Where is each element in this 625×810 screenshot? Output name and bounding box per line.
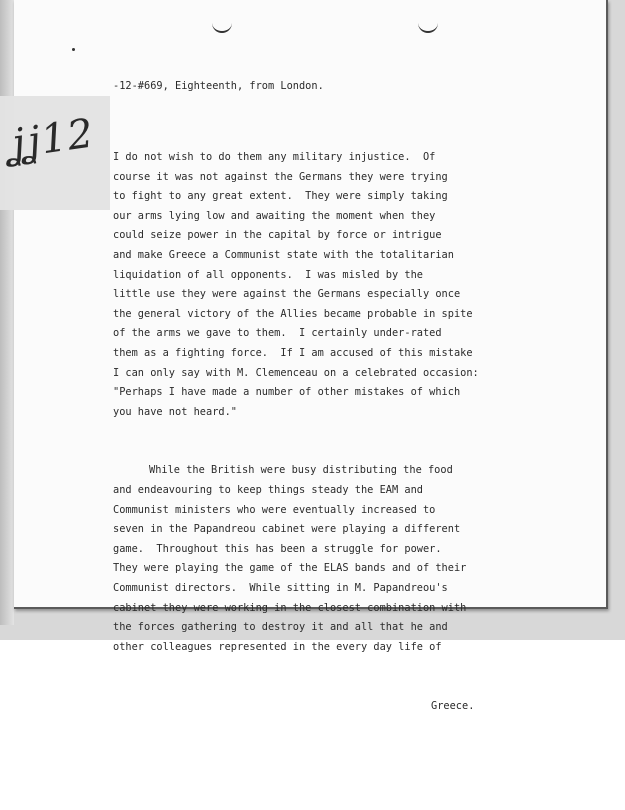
handwritten-label: ʝʝ12 <box>7 110 97 168</box>
page-left-edge <box>0 0 14 625</box>
text-line: Communist directors. While sitting in M. Papandreou's <box>113 582 448 595</box>
closing-word: Greece. <box>431 699 475 712</box>
text-line: While the British were busy distributing the food <box>149 464 453 477</box>
text-line: you have not heard." <box>113 405 237 418</box>
handwritten-sticky-note <box>0 96 110 210</box>
text-line: the forces gathering to destroy it and all that he and <box>113 621 448 634</box>
text-line: of the arms we gave to them. I certainly under-rated <box>113 327 442 340</box>
text-line: our arms lying low and awaiting the moment when they <box>113 209 436 222</box>
text-line: could seize power in the capital by force or intrigue <box>113 229 442 242</box>
text-line: them as a fighting force. If I am accused of this mistake <box>113 346 473 359</box>
text-line: to fight to any great extent. They were simply taking <box>113 190 448 203</box>
document-text <box>113 38 593 736</box>
text-line: game. Throughout this has been a struggle for power. <box>113 542 442 555</box>
ink-dot <box>72 48 75 51</box>
paragraph-two <box>113 461 593 657</box>
punch-hole-mark <box>212 20 232 33</box>
text-line: little use they were against the Germans especially once <box>113 288 461 301</box>
text-line: other colleagues represented in the every day life of <box>113 640 442 653</box>
text-line: They were playing the game of the ELAS bands and of their <box>113 562 467 575</box>
text-line: seven in the Papandreou cabinet were playing a different <box>113 523 461 536</box>
text-line: liquidation of all opponents. I was misled by the <box>113 268 423 281</box>
text-line: I do not wish to do them any military injustice. Of <box>113 150 436 163</box>
text-line: and make Greece a Communist state with the totalitarian <box>113 248 454 261</box>
text-line: I can only say with M. Clemenceau on a celebrated occasion: <box>113 366 479 379</box>
punch-hole-mark <box>418 20 438 33</box>
text-line: course it was not against the Germans they were trying <box>113 170 448 183</box>
paragraph-one <box>113 148 593 422</box>
text-line: and endeavouring to keep things steady the EAM and <box>113 484 423 497</box>
page-header: -12-#669, Eighteenth, from London. <box>113 80 324 93</box>
text-line: Communist ministers who were eventually increased to <box>113 503 436 516</box>
text-line: cabinet they were working in the closest combination with <box>113 601 467 614</box>
text-line: the general victory of the Allies became probable in spite <box>113 307 473 320</box>
text-line: "Perhaps I have made a number of other mistakes of which <box>113 386 461 399</box>
